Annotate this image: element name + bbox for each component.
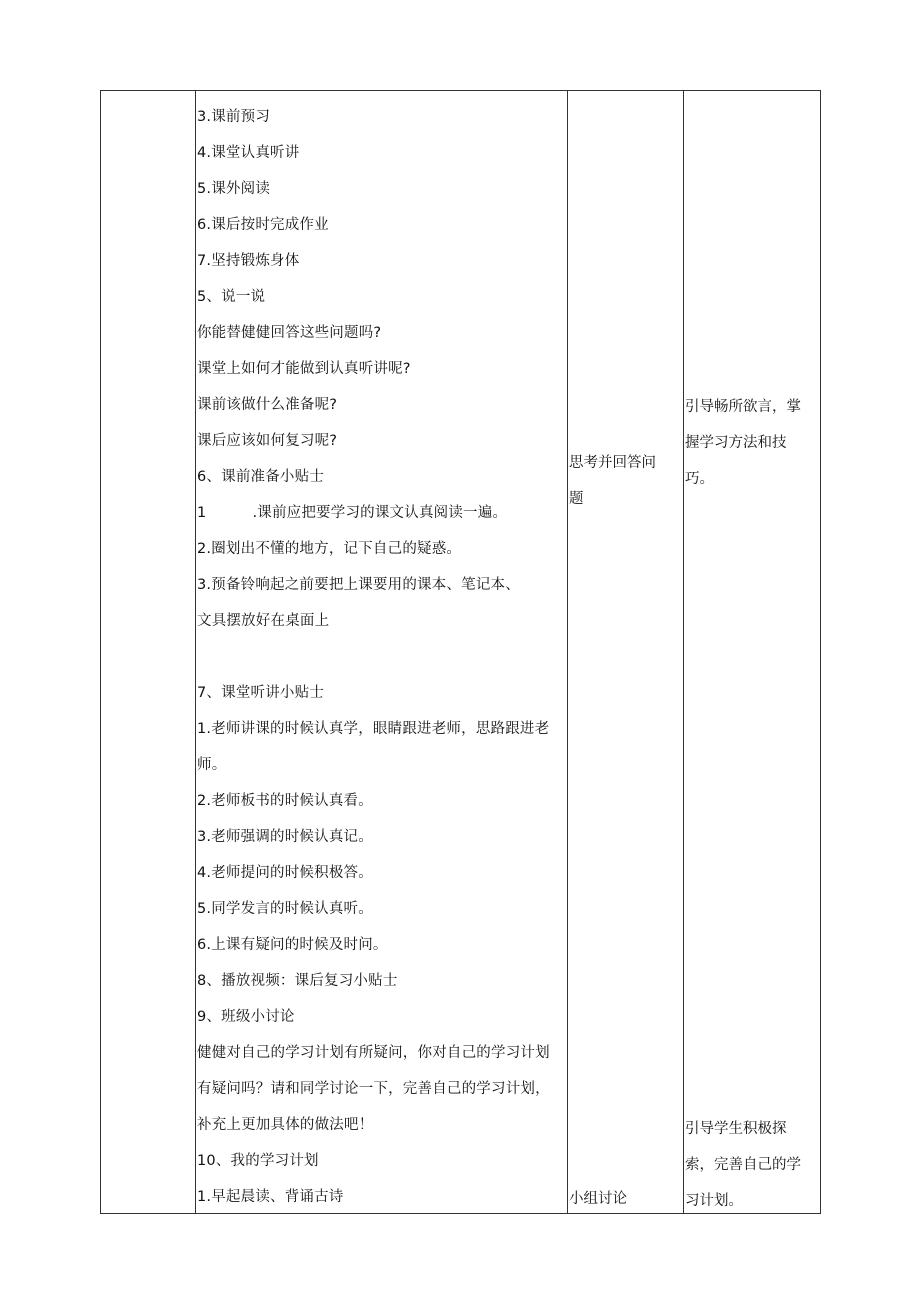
content-line <box>197 503 507 523</box>
content-line: 文具摆放好在桌面上 <box>197 613 330 629</box>
intent-line: 习计划。 <box>685 1193 743 1209</box>
content-line: 2.圈划出不懂的地方，记下自己的疑惑。 <box>197 541 462 557</box>
content-line: 课前该做什么准备呢? <box>197 397 338 413</box>
intent-line: 索，完善自己的学 <box>685 1157 801 1173</box>
content-line: 3.预备铃响起之前要把上课要用的课本、笔记本、 <box>197 577 520 593</box>
content-line: 5、说一说 <box>197 289 266 305</box>
content-line: 6.课后按时完成作业 <box>197 217 329 233</box>
content-line: 6.上课有疑问的时候及时问。 <box>197 937 388 953</box>
column-divider <box>567 91 568 1213</box>
content-line: 健健对自己的学习计划有所疑问，你对自己的学习计划 <box>197 1045 550 1061</box>
content-line: 9、班级小讨论 <box>197 1009 295 1025</box>
tip-number: 1 <box>197 505 207 521</box>
column-divider <box>683 91 684 1213</box>
content-line: 5.同学发言的时候认真听。 <box>197 901 373 917</box>
content-line: 3.老师强调的时候认真记。 <box>197 829 373 845</box>
content-line: 课后应该如何复习呢? <box>197 433 338 449</box>
intent-line: 引导畅所欲言，掌 <box>685 399 801 415</box>
content-line: 有疑问吗？请和同学讨论一下，完善自己的学习计划， <box>197 1081 550 1097</box>
content-line: 3.课前预习 <box>197 109 271 125</box>
content-line: 师。 <box>197 757 227 773</box>
content-line: 1.早起晨读、背诵古诗 <box>197 1189 344 1205</box>
content-line: 7.坚持锻炼身体 <box>197 253 300 269</box>
content-line: 2.老师板书的时候认真看。 <box>197 793 373 809</box>
intent-line: 握学习方法和技 <box>685 435 787 451</box>
content-line: 4.课堂认真听讲 <box>197 145 300 161</box>
content-line: 8、播放视频：课后复习小贴士 <box>197 973 398 989</box>
intent-line: 巧。 <box>685 471 714 487</box>
activity-line: 题 <box>569 491 584 507</box>
content-line: 4.老师提问的时候积极答。 <box>197 865 373 881</box>
intent-line: 引导学生积极探 <box>685 1121 787 1137</box>
column-divider <box>195 91 196 1213</box>
student-activity-column <box>569 91 681 1213</box>
content-line: 你能替健健回答这些问题吗? <box>197 325 382 341</box>
content-line: 5.课外阅读 <box>197 181 271 197</box>
tip-text: .课前应把要学习的课文认真阅读一遍。 <box>252 505 508 521</box>
teaching-content-column <box>197 91 565 1213</box>
content-line: 7、课堂听讲小贴士 <box>197 685 325 701</box>
activity-line: 思考并回答问 <box>569 455 656 471</box>
lesson-table <box>100 90 821 1214</box>
content-line: 1.老师讲课的时候认真学，眼睛跟进老师，思路跟进老 <box>197 721 550 737</box>
content-line: 课堂上如何才能做到认真听讲呢? <box>197 361 411 377</box>
content-line: 10、我的学习计划 <box>197 1153 319 1169</box>
content-line: 6、课前准备小贴士 <box>197 469 325 485</box>
design-intent-column <box>685 91 819 1213</box>
content-line: 补充上更加具体的做法吧！ <box>197 1117 374 1133</box>
activity-line: 小组讨论 <box>569 1191 627 1207</box>
